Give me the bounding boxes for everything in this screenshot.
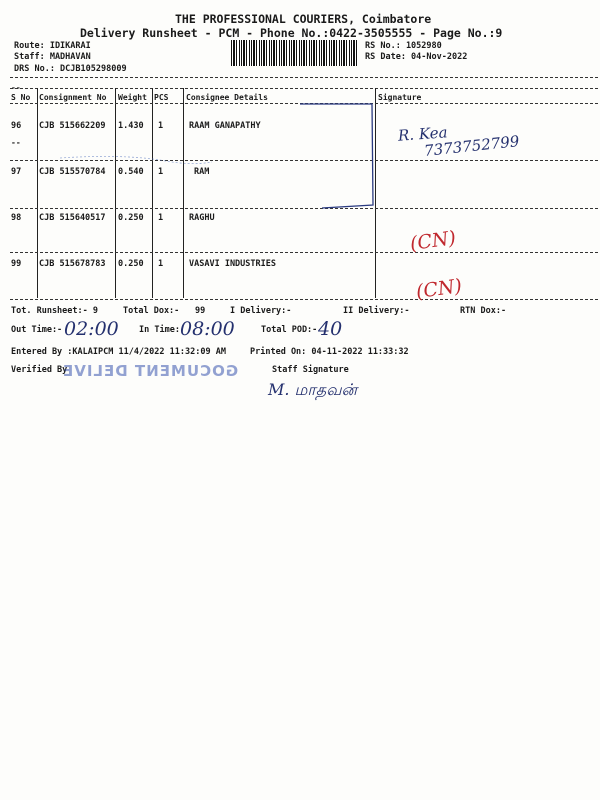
row-sno: 98 <box>11 213 22 223</box>
rs-number: RS No.: 1052980 <box>365 41 442 51</box>
printed-on: Printed On: 04-11-2022 11:33:32 <box>250 347 409 357</box>
row-weight: 0.540 <box>118 167 144 177</box>
tot-runsheet: Tot. Runsheet:- 9 <box>11 306 98 316</box>
col-consignee: Consignee Details <box>186 93 268 102</box>
row-consignee: VASAVI INDUSTRIES <box>189 259 276 269</box>
out-time-label: Out Time:- <box>11 325 63 335</box>
handwritten-total-pod: 40 <box>318 318 343 340</box>
handwritten-in-time: 08:00 <box>180 318 235 340</box>
handwritten-cn: (CN) <box>414 274 464 304</box>
handwritten-staff-signature: M. மாதவன் <box>268 380 358 399</box>
row-consignment: CJB 515570784 <box>39 167 106 177</box>
stamp-mirrored: GOCUMENT DELIVE <box>62 362 239 380</box>
row-pcs: 1 <box>158 259 164 269</box>
row-weight: 1.430 <box>118 121 144 131</box>
col-weight: Weight <box>118 93 147 102</box>
total-pod-label: Total POD:- <box>261 325 318 335</box>
row-pcs: 1 <box>158 213 164 223</box>
row-consignment: CJB 515640517 <box>39 213 106 223</box>
ii-delivery: II Delivery:- <box>343 306 410 316</box>
pen-line <box>300 104 373 208</box>
col-signature: Signature <box>378 93 422 102</box>
rs-date: RS Date: 04-Nov-2022 <box>365 52 468 62</box>
pen-strokes <box>0 0 600 320</box>
handwritten-signature: R. Kea <box>397 123 449 145</box>
col-consignment: Consignment No <box>39 93 107 102</box>
entered-by: Entered By :KALAIPCM 11/4/2022 11:32:09 AM <box>11 347 226 357</box>
runsheet-subtitle: Delivery Runsheet - PCM - Phone No.:0422-3505555 - Page No.:9 <box>80 26 503 40</box>
row-sno: 97 <box>11 167 22 177</box>
verified-by: Verified By <box>11 365 68 375</box>
handwritten-out-time: 02:00 <box>64 318 119 340</box>
row-weight: 0.250 <box>118 259 144 269</box>
i-delivery: I Delivery:- <box>230 306 292 316</box>
total-dox-label: Total Dox:- <box>123 306 180 316</box>
row-sno: 96 <box>11 121 22 131</box>
row-pcs: 1 <box>158 121 164 131</box>
in-time-label: In Time: <box>139 325 180 335</box>
handwritten-cn: (CN) <box>408 226 458 256</box>
staff: Staff: MADHAVAN <box>14 52 91 62</box>
col-sno: S No <box>11 93 31 102</box>
pen-scribble <box>60 156 212 163</box>
row-consignment: CJB 515678783 <box>39 259 106 269</box>
rtn-dox: RTN Dox:- <box>460 306 507 316</box>
total-dox-value: 99 <box>195 306 206 316</box>
company-name: THE PROFESSIONAL COURIERS, Coimbatore <box>175 12 432 26</box>
dash-marks: -- <box>11 83 21 92</box>
route: Route: IDIKARAI <box>14 41 91 51</box>
row-consignee: RAAM GANAPATHY <box>189 121 261 131</box>
handwritten-phone: 7373752799 <box>423 132 521 160</box>
row-pcs: 1 <box>158 167 164 177</box>
row-consignment: CJB 515662209 <box>39 121 106 131</box>
row-consignee: RAGHU <box>189 213 215 223</box>
staff-signature-label: Staff Signature <box>272 365 349 375</box>
col-pcs: PCS <box>154 93 169 102</box>
row-weight: 0.250 <box>118 213 144 223</box>
row-consignee: RAM <box>194 167 210 177</box>
drs-number: DRS No.: DCJB105298009 <box>14 64 127 74</box>
row-sno: 99 <box>11 259 22 269</box>
dash-marks: -- <box>11 138 21 147</box>
